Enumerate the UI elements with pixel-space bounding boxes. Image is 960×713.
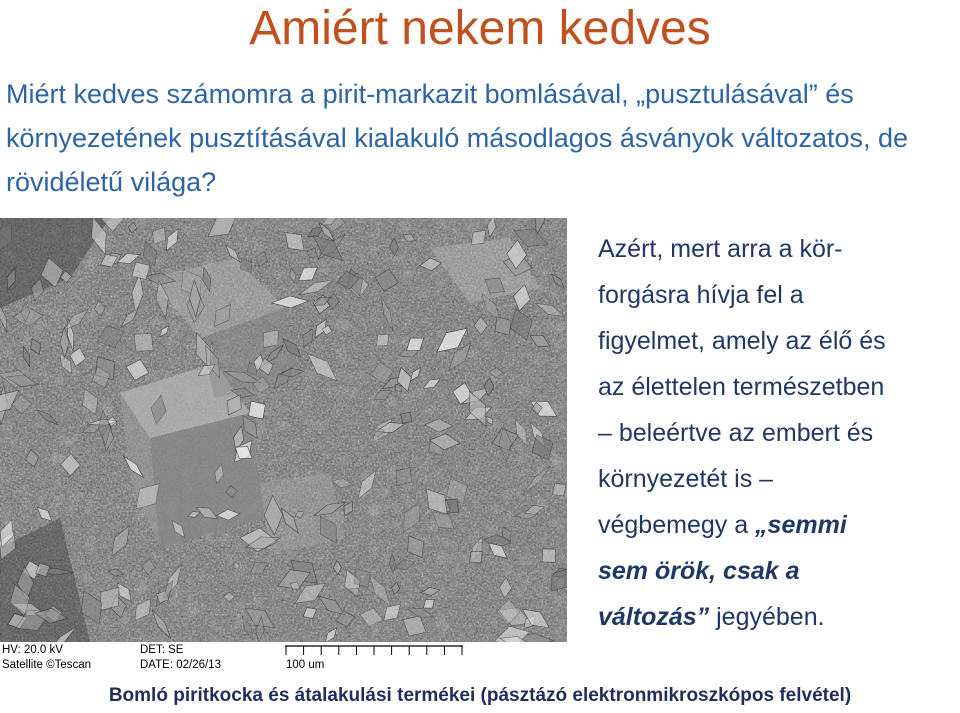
answer-emphasis: sem örök, csak a bbox=[598, 557, 800, 585]
answer-line bbox=[598, 548, 960, 594]
answer-line bbox=[598, 594, 960, 640]
sem-hv: HV: 20.0 kV bbox=[2, 644, 63, 656]
answer-line: környezetét is – bbox=[598, 465, 774, 493]
answer-line bbox=[598, 502, 960, 548]
answer-line: – beleértve az embert és bbox=[598, 419, 874, 447]
answer-text: végbemegy a bbox=[598, 511, 756, 539]
intro-question: Miért kedves számomra a pirit-markazit bomlásával, „pusztulásával” és környezetének pusztításával kialakuló másodlagos ásványok változatos, de rövidéletű világa? bbox=[6, 79, 909, 197]
answer-emphasis: változás” bbox=[598, 603, 710, 631]
slide-title: Amiért nekem kedves bbox=[249, 2, 711, 55]
sem-date: DATE: 02/26/13 bbox=[140, 659, 221, 671]
sem-info-bar bbox=[0, 642, 567, 678]
sem-brand: Satellite ©Tescan bbox=[2, 659, 92, 671]
sem-scale-label: 100 um bbox=[286, 659, 325, 671]
answer-emphasis: „semmi bbox=[755, 511, 847, 539]
figure-caption: Bomló piritkocka és átalakulási termékei (pásztázó elektronmikroszkópos felvétel) bbox=[108, 685, 852, 706]
answer-text: jegyében. bbox=[709, 603, 825, 631]
answer-line: forgásra hívja fel a bbox=[598, 281, 804, 309]
answer-line: Azért, mert arra a kör- bbox=[598, 235, 843, 263]
answer-line: az élettelen természetben bbox=[598, 373, 885, 401]
sem-detector: DET: SE bbox=[140, 644, 184, 656]
sem-micrograph bbox=[0, 218, 567, 642]
answer-line: figyelmet, amely az élő és bbox=[598, 327, 886, 355]
answer-paragraph bbox=[598, 226, 960, 640]
sem-scale-ruler bbox=[285, 645, 465, 657]
